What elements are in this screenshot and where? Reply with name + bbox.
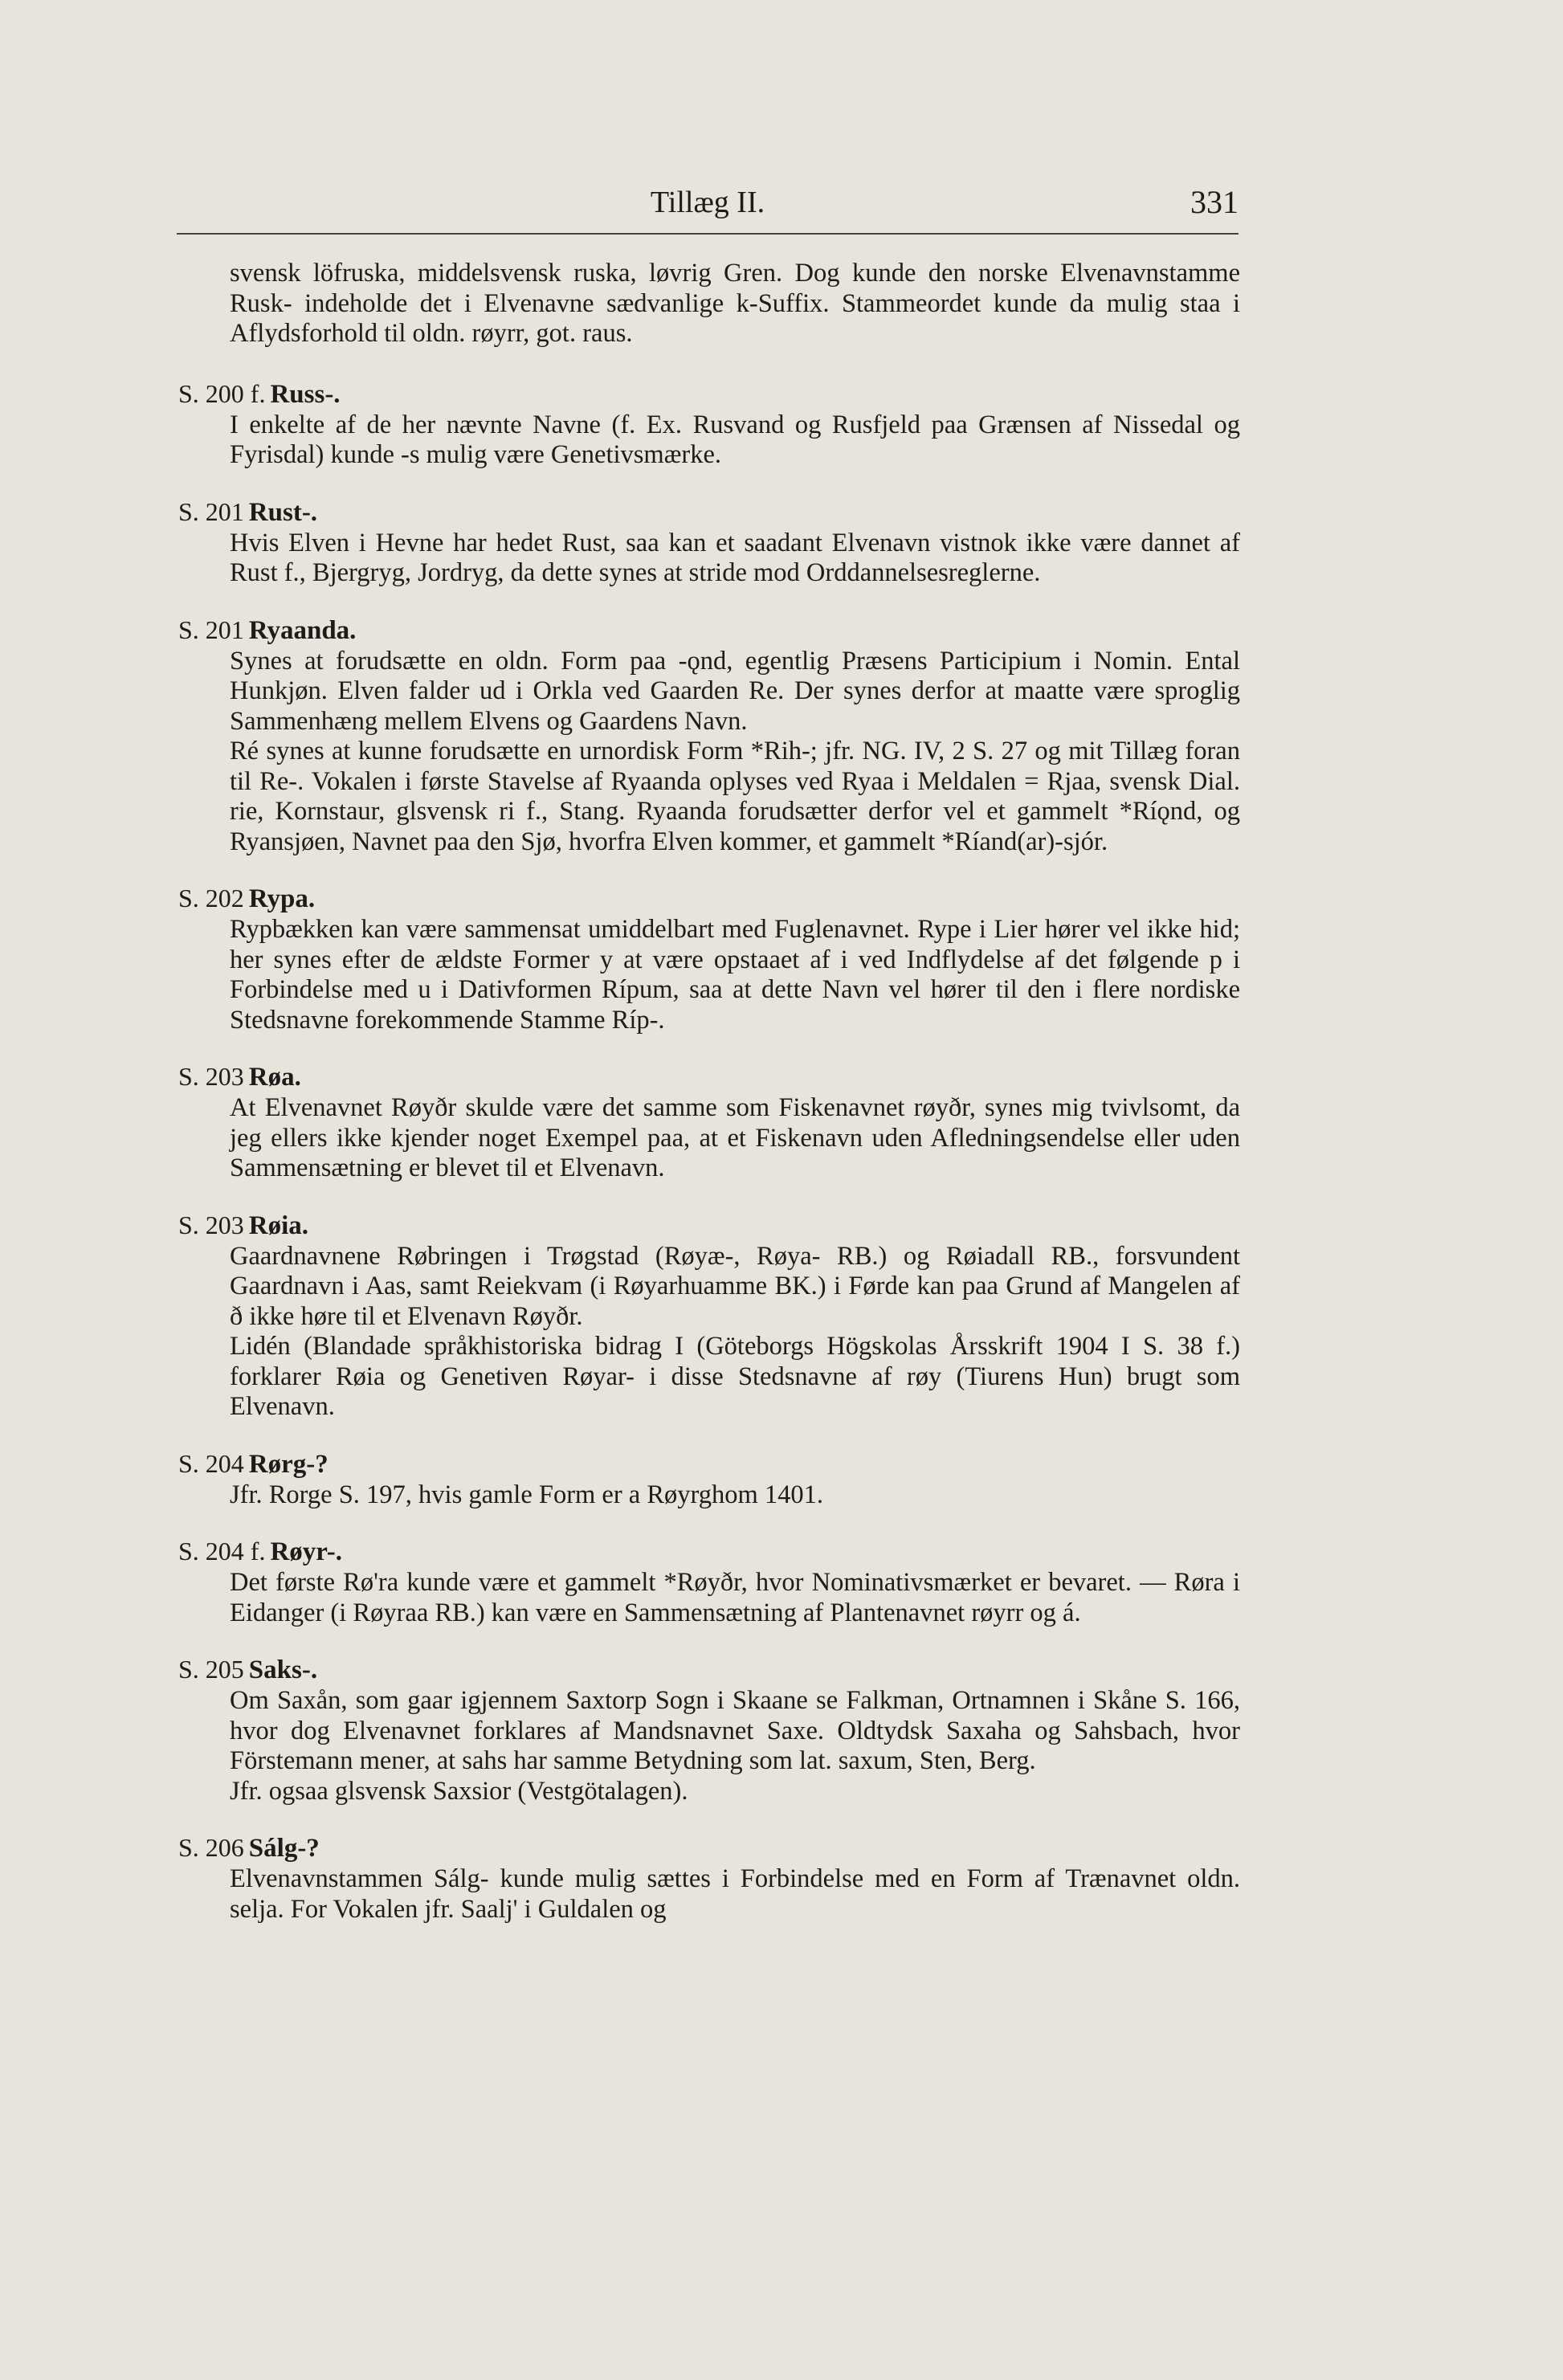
entry-heading [178,881,1240,915]
entry-paragraph: Rypbækken kan være sammensat umiddelbart med Fuglenavnet. Rype i Lier hører vel ikke hid; her synes efter de ældste Former y at være opstaaet af i ved Indflydelse af det følgende p i Forbindelse med u i Dativformen Rípum, saa at dette Navn vel hører til den i flere nordiske Stedsnavne forekommende Stamme Ríp-. [230,915,1240,1035]
entry-heading [178,1831,1240,1864]
entry-page-ref: S. 201 [178,614,244,644]
entry-term: Røyr-. [270,1537,342,1566]
dictionary-entry [178,1059,1240,1184]
dictionary-entry [178,1447,1240,1511]
entry-page-ref: S. 205 [178,1655,244,1684]
entry-paragraph: Elvenavnstammen Sálg- kunde mulig sættes i Forbindelse med en Form af Trænavnet oldn. selja. For Vokalen jfr. Saalj' i Guldalen og [230,1864,1240,1924]
dictionary-entry [178,1652,1240,1806]
dictionary-entry [178,1831,1240,1925]
entry-page-ref: S. 204 [178,1448,244,1478]
entry-heading [178,1059,1240,1093]
entry-paragraph: At Elvenavnet Røyðr skulde være det samme som Fiskenavnet røyðr, synes mig tvivlsomt, da jeg ellers ikke kjender noget Exempel paa, at et Fiskenavn uden Afledningsendelse eller uden Sammensætning er blevet til et Elvenavn. [230,1093,1240,1182]
entry-term: Røia. [248,1210,309,1240]
entry-page-ref: S. 203 [178,1062,244,1091]
entry-page-ref: S. 201 [178,496,244,526]
entry-paragraph: Gaardnavnene Røbringen i Trøgstad (Røyæ-, Røya- RB.) og Røiadall RB., forsvundent Gaardnavn i Aas, samt Reiekvam (i Røyarhuamme BK.) i Førde kan paa Grund af Mangelen af ð ikke høre til et Elvenavn Røyðr. [230,1241,1240,1331]
entry-term: Rørg-? [248,1449,329,1479]
entry-heading [178,1447,1240,1480]
dictionary-entry [178,377,1240,471]
entry-heading [178,495,1240,529]
entry-paragraph: Lidén (Blandade språkhistoriska bidrag I (Göteborgs Högskolas Årsskrift 1904 I S. 38 f.) forklarer Røia og Genetiven Røyar- i disse Stedsnavne af røy (Tiurens Hun) brugt som Elvenavn. [230,1332,1240,1421]
entry-term: Røa. [248,1063,301,1092]
entry-term: Saks-. [248,1655,318,1684]
entry-paragraph: Hvis Elven i Hevne har hedet Rust, saa kan et saadant Elvenavn vistnok ikke være dannet af Rust f., Bjergryg, Jordryg, da dette synes at stride mod Orddannelsesreglerne. [230,528,1240,587]
entry-heading [178,1208,1240,1242]
entry-page-ref: S. 202 [178,884,244,912]
entry-paragraph: Om Saxån, som gaar igjennem Saxtorp Sogn i Skaane se Falkman, Ortnamnen i Skåne S. 166, hvor dog Elvenavnet forklares af Mandsnavnet Saxe. Oldtydsk Saxaha og Sahsbach, hvor Förstemann mener, at sahs har samme Betydning som lat. saxum, Sten, Berg. [230,1686,1240,1775]
entry-paragraph: Jfr. ogsaa glsvensk Saxsior (Vestgötalagen). [230,1776,688,1806]
running-title: Tillæg II. [650,186,765,219]
entry-term: Russ-. [270,379,341,409]
entry-page-ref: S. 203 [178,1210,244,1239]
page-number: 331 [1190,184,1239,220]
dictionary-entry [178,1534,1240,1628]
entry-heading [178,1534,1240,1568]
entry-list [178,377,1240,1925]
dictionary-entry [178,613,1240,858]
entry-paragraph: Jfr. Rorge S. 197, hvis gamle Form er a Røyrghom 1401. [230,1480,824,1509]
page-header [177,178,1239,235]
entry-term: Rust-. [248,497,318,527]
entry-heading [178,613,1240,647]
entry-paragraph: Synes at forudsætte en oldn. Form paa -ǫnd, egentlig Præsens Participium i Nomin. Ental Hunkjøn. Elven falder ud i Orkla ved Gaarden Re. Der synes derfor at maatte være sproglig Sammenhæng mellem Elvens og Gaardens Navn. [230,646,1240,736]
dictionary-entry [178,1208,1240,1423]
entry-paragraph: I enkelte af de her nævnte Navne (f. Ex. Rusvand og Rusfjeld paa Grænsen af Nissedal og Fyrisdal) kunde -s mulig være Genetivsmærke. [230,410,1240,469]
dictionary-entry [178,495,1240,589]
entry-term: Rypa. [248,884,316,913]
dictionary-entry [178,881,1240,1035]
page-body [178,259,1240,1949]
entry-page-ref: S. 200 f. [178,378,266,408]
entry-heading [178,1652,1240,1686]
entry-paragraph: Ré synes at kunne forudsætte en urnordisk Form *Rih-; jfr. NG. IV, 2 S. 27 og mit Tillæg foran til Re-. Vokalen i første Stavelse af Ryaanda oplyses ved Ryaa i Meldalen = Rjaa, svensk Dial. rie, Kornstaur, glsvensk ri f., Stang. Ryaanda forudsætter derfor vel et gammelt *Ríǫnd, og Ryansjøen, Navnet paa den Sjø, hvorfra Elven kommer, et gammelt *Ríand(ar)-sjór. [230,737,1240,856]
entry-page-ref: S. 204 f. [178,1537,266,1566]
entry-term: Ryaanda. [248,615,357,645]
intro-paragraph: svensk löfruska, middelsvensk ruska, løvrig Gren. Dog kunde den norske Elvenavnstamme Rusk- indeholde det i Elvenavne sædvanlige k-Suffix. Stammeordet kunde da mulig staa i Aflydsforhold til oldn. røyrr, got. raus. [230,259,1240,348]
entry-heading [178,377,1240,410]
entry-paragraph: Det første Rø'ra kunde være et gammelt *Røyðr, hvor Nominativsmærket er bevaret. — Røra i Eidanger (i Røyraa RB.) kan være en Sammensætning af Plantenavnet røyrr og á. [230,1568,1240,1627]
entry-term: Sálg-? [248,1834,320,1863]
entry-page-ref: S. 206 [178,1833,244,1862]
